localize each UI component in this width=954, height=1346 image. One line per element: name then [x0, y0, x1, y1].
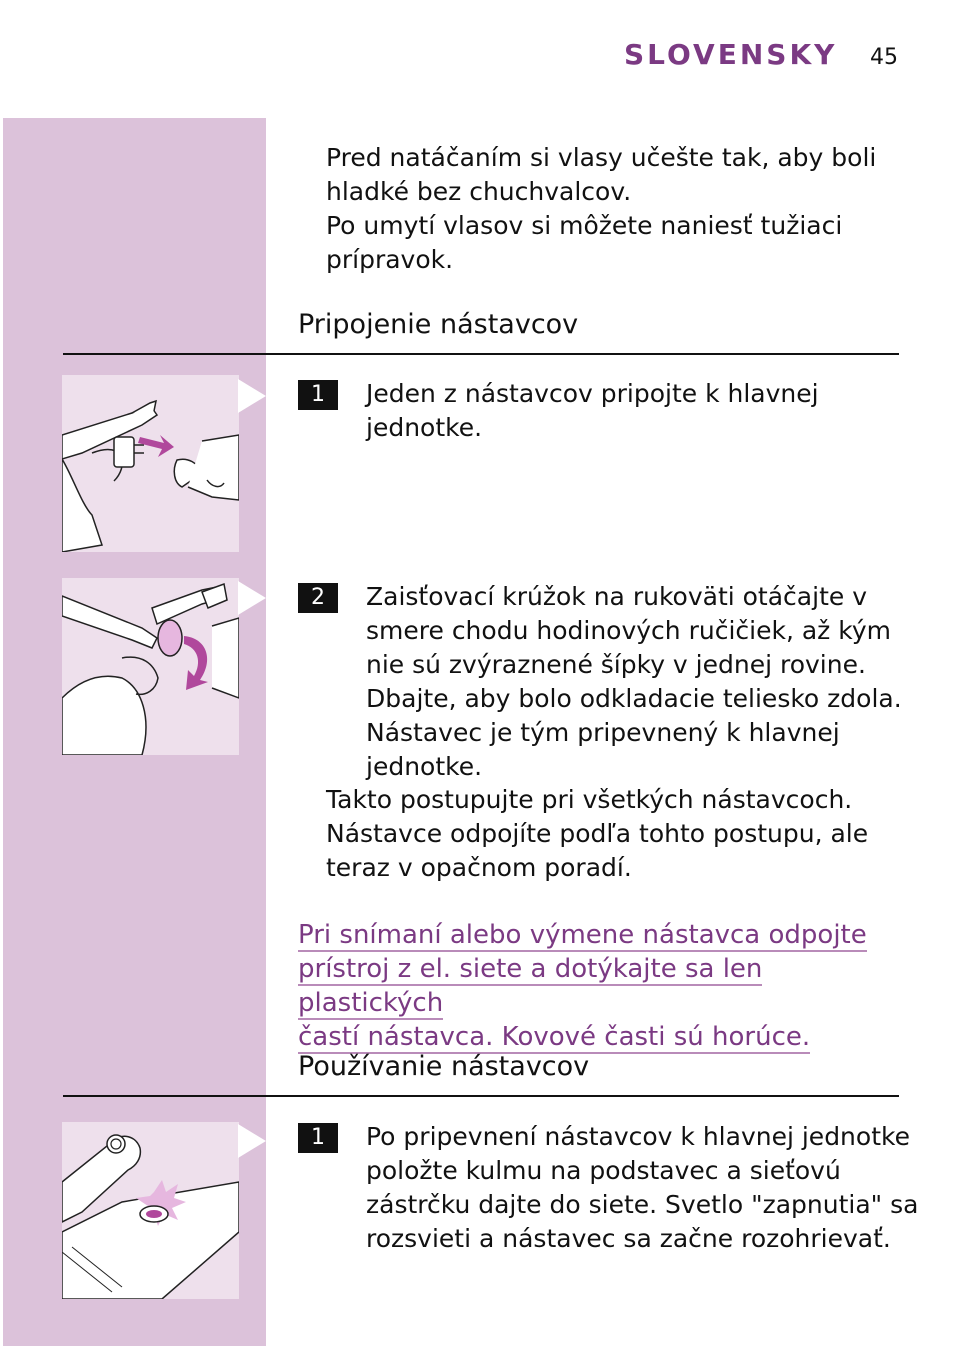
page-number: 45 [870, 45, 898, 70]
language-label: SLOVENSKY [624, 38, 838, 71]
warning-paragraph [298, 918, 868, 1054]
step-line: nie sú zvýraznené šípky v jednej rovine. [366, 650, 866, 679]
step-number: 1 [298, 380, 338, 410]
step-text [366, 580, 902, 784]
illustration-attach-nozzle [62, 375, 239, 552]
intro-paragraph [326, 141, 876, 277]
step-line: zástrčku dajte do siete. Svetlo "zapnutia" sa [366, 1190, 919, 1219]
sidebar-notch [238, 581, 266, 615]
intro-line: Po umytí vlasov si môžete naniesť tužiaci [326, 211, 843, 240]
section-divider [63, 353, 899, 355]
step-line: smere chodu hodinových ručičiek, až kým [366, 616, 891, 645]
warning-line: častí nástavca. Kovové časti sú horúce. [298, 1022, 811, 1052]
step-number: 2 [298, 583, 338, 613]
section-heading-usage: Používanie nástavcov [298, 1051, 590, 1082]
step-line: rozsvieti a nástavec sa začne rozohrievať. [366, 1224, 891, 1253]
step-text [366, 377, 819, 445]
section-divider [63, 1095, 899, 1097]
step-text [366, 1120, 918, 1256]
step-line: jednotke. [366, 752, 483, 781]
sidebar-notch [238, 1124, 266, 1158]
step-line: Po pripevnení nástavcov k hlavnej jednotke [366, 1122, 910, 1151]
step-line: položte kulmu na podstavec a sieťovú [366, 1156, 841, 1185]
warning-line: prístroj z el. siete a dotýkajte sa len plastických [298, 954, 763, 1018]
step-number: 1 [298, 1123, 338, 1153]
note-paragraph [326, 783, 868, 885]
note-line: teraz v opačnom poradí. [326, 853, 632, 882]
step-line: Zaisťovací krúžok na rukoväti otáčajte v [366, 582, 867, 611]
intro-line: prípravok. [326, 245, 454, 274]
warning-line: Pri snímaní alebo výmene nástavca odpojte [298, 920, 867, 950]
step-line: Dbajte, aby bolo odkladacie teliesko zdola. [366, 684, 902, 713]
intro-line: hladké bez chuchvalcov. [326, 177, 632, 206]
note-line: Takto postupujte pri všetkých nástavcoch. [326, 785, 853, 814]
illustration-power-light [62, 1122, 239, 1299]
step-line: jednotke. [366, 413, 483, 442]
section-heading-attach: Pripojenie nástavcov [298, 309, 579, 340]
step-line: Jeden z nástavcov pripojte k hlavnej [366, 379, 819, 408]
sidebar-notch [238, 379, 266, 413]
step-line: Nástavec je tým pripevnený k hlavnej [366, 718, 840, 747]
illustration-rotate-ring [62, 578, 239, 755]
intro-line: Pred natáčaním si vlasy učešte tak, aby boli [326, 143, 877, 172]
note-line: Nástavce odpojíte podľa tohto postupu, ale [326, 819, 869, 848]
